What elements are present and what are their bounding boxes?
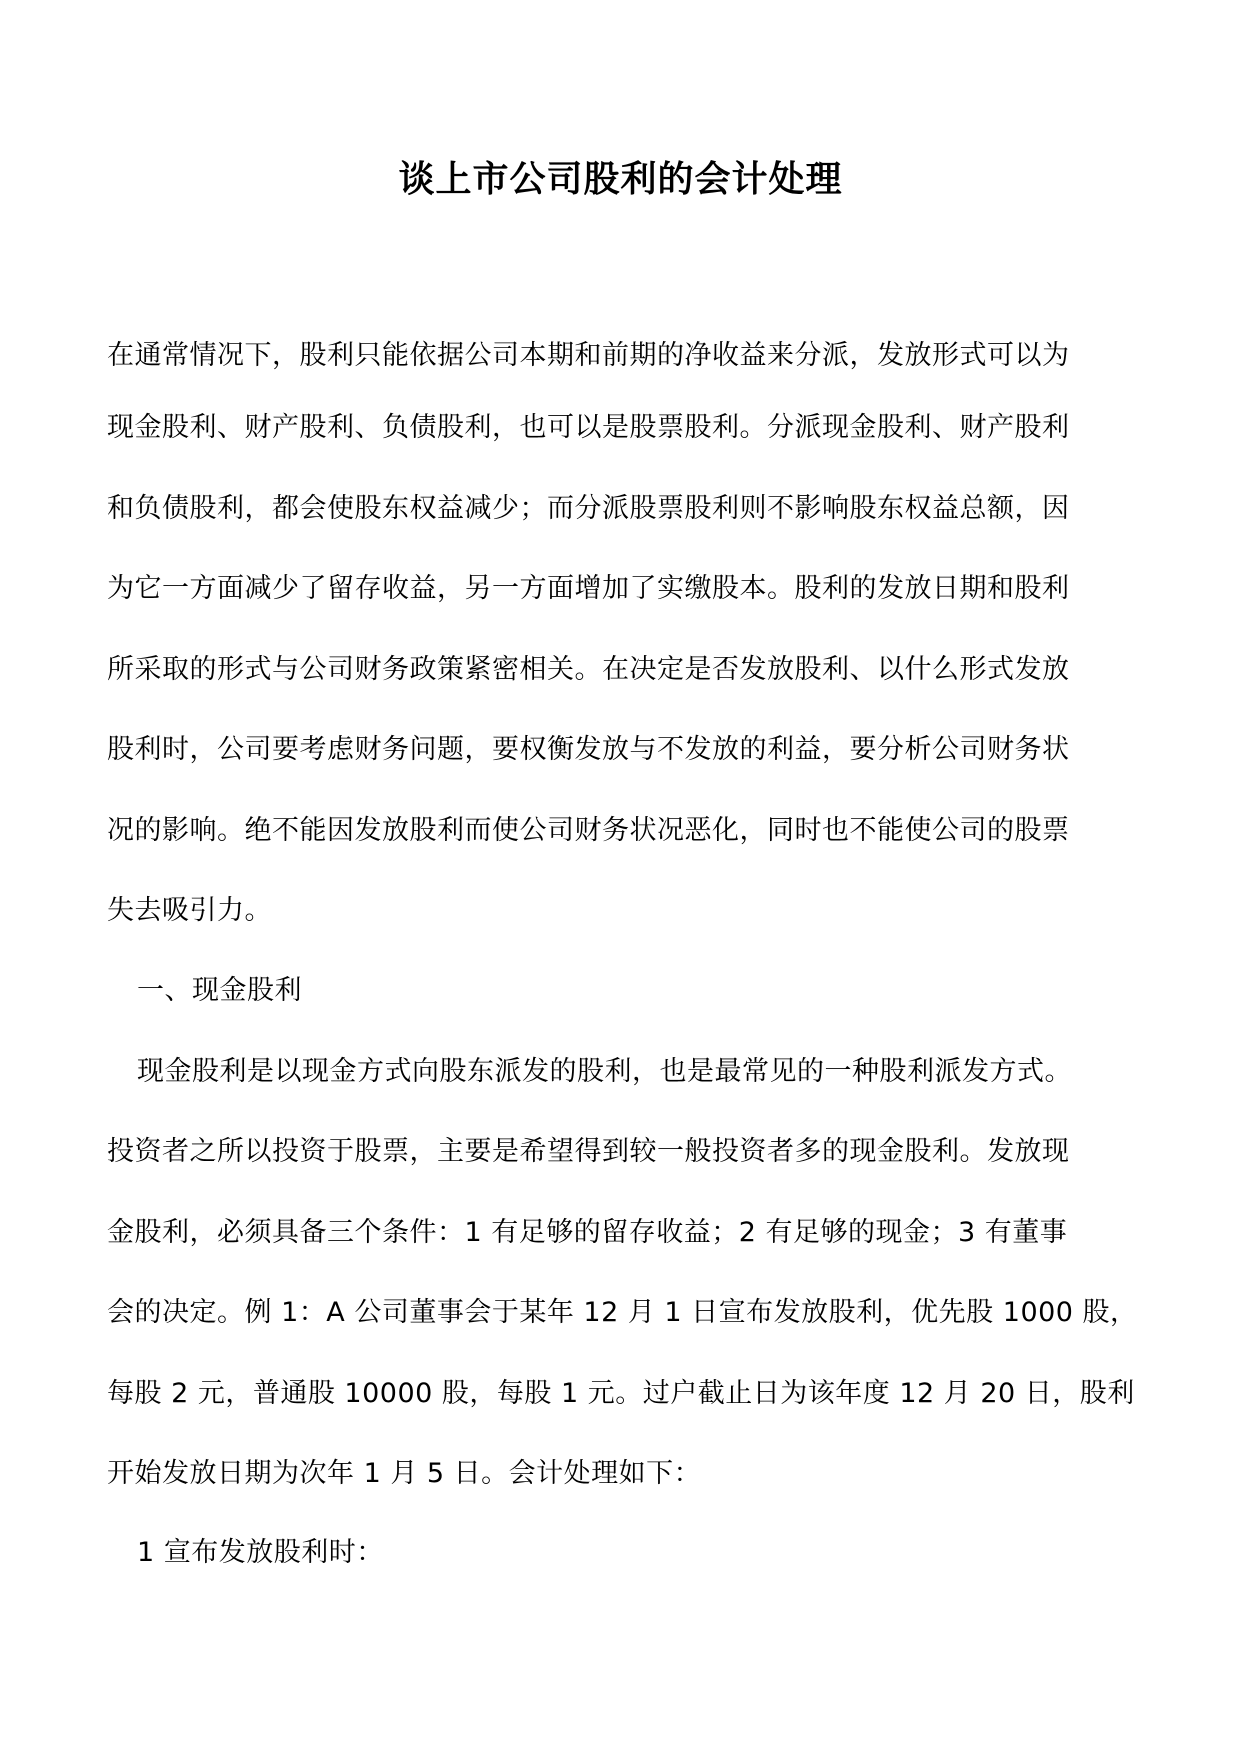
- body-line: 在通常情况下，股利只能依据公司本期和前期的净收益来分派，发放形式可以为: [107, 340, 1070, 371]
- body-line: 和负债股利，都会使股东权益减少；而分派股票股利则不影响股东权益总额，因: [107, 493, 1070, 524]
- body-line: 为它一方面减少了留存收益，另一方面增加了实缴股本。股利的发放日期和股利: [107, 573, 1070, 604]
- body-line: 况的影响。绝不能因发放股利而使公司财务状况恶化，同时也不能使公司的股票: [107, 815, 1070, 846]
- section-heading: 一、现金股利: [137, 975, 302, 1006]
- body-line: 现金股利、财产股利、负债股利，也可以是股票股利。分派现金股利、财产股利: [107, 412, 1070, 443]
- subsection-heading: 1 宣布发放股利时：: [137, 1537, 384, 1568]
- body-line: 所采取的形式与公司财务政策紧密相关。在决定是否发放股利、以什么形式发放: [107, 654, 1070, 685]
- document-title: 谈上市公司股利的会计处理: [398, 159, 843, 200]
- body-line: 现金股利是以现金方式向股东派发的股利，也是最常见的一种股利派发方式。: [137, 1056, 1072, 1087]
- body-line: 每股 2 元，普通股 10000 股，每股 1 元。过户截止日为该年度 12 月 20 日，股利: [107, 1378, 1135, 1409]
- body-line: 开始发放日期为次年 1 月 5 日。会计处理如下：: [107, 1458, 702, 1489]
- body-line: 金股利，必须具备三个条件：1 有足够的留存收益；2 有足够的现金；3 有董事: [107, 1217, 1068, 1248]
- body-line: 股利时，公司要考虑财务问题，要权衡发放与不发放的利益，要分析公司财务状: [107, 734, 1070, 765]
- body-line: 失去吸引力。: [107, 895, 272, 926]
- body-line: 会的决定。例 1：A 公司董事会于某年 12 月 1 日宣布发放股利，优先股 1000 股，: [107, 1297, 1138, 1328]
- body-line: 投资者之所以投资于股票，主要是希望得到较一般投资者多的现金股利。发放现: [107, 1136, 1070, 1167]
